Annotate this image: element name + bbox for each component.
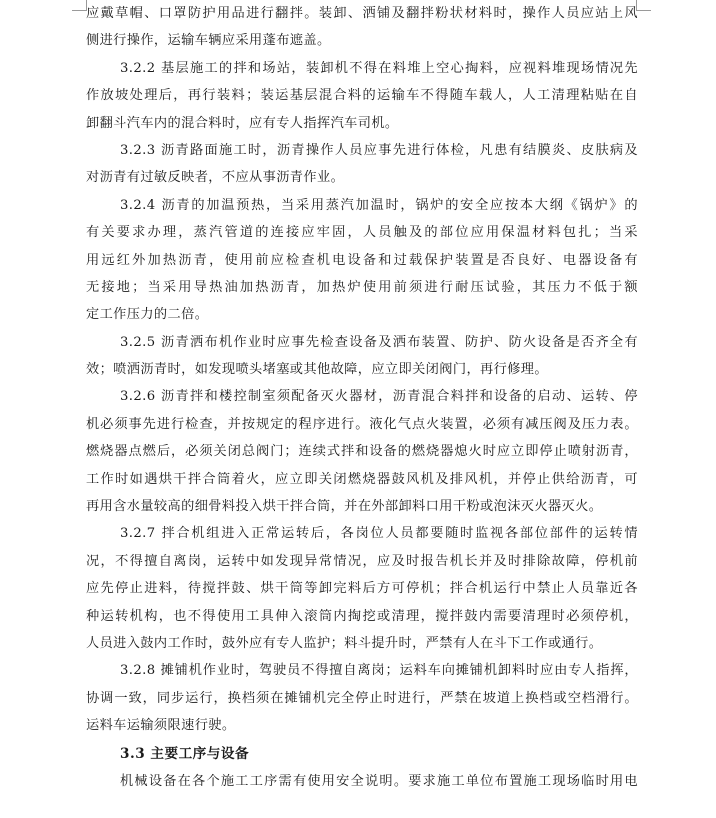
text-line: 3.2.6 沥青拌和楼控制室须配备灭火器材，沥青混合料拌和设备的启动、运转、停: [120, 389, 638, 405]
text-line: 人员进入鼓内工作时，鼓外应有专人监护；料斗提升时，严禁有人在斗下工作或通行。: [86, 635, 603, 651]
paragraph: [86, 0, 638, 55]
text-line: 工作时如遇烘干拌合筒着火，应立即关闭燃烧器鼓风机及排风机，并停止供给沥青，可: [86, 471, 638, 487]
text-line: 机必须事先进行检查，并按规定的程序进行。液化气点火装置，必须有减压阀及压力表。: [86, 416, 638, 432]
text-line: 对沥青有过敏反映者，不应从事沥青作业。: [86, 170, 345, 186]
text-line: 定工作压力的二倍。: [86, 307, 209, 323]
text-line: 卸翻斗汽车内的混合料时，应有专人指挥汽车司机。: [86, 115, 399, 131]
page-corner-mark-right: [636, 0, 651, 11]
text-line: 况，不得擅自离岗，运转中如发现异常情况，应及时报告机长并及时排除故障，停机前: [86, 553, 638, 569]
text-line: 3.2.8 摊铺机作业时，驾驶员不得擅自离岗；运料车向摊铺机卸料时应由专人指挥，: [120, 663, 638, 679]
text-line: 3.2.4 沥青的加温预热，当采用蒸汽加温时，锅炉的安全应按本大纲《锅炉》的: [120, 197, 638, 213]
paragraph: [86, 137, 638, 192]
text-line: 种运转机构，也不得使用工具伸入滚筒内掏挖或清理，搅拌鼓内需要清理时必须停机，: [86, 608, 638, 624]
text-line: 3.2.2 基层施工的拌和场站，装卸机不得在料堆上空心掏料，应视料堆现场情况先: [120, 60, 638, 76]
paragraph: [86, 192, 638, 329]
paragraph: [86, 55, 638, 137]
text-line: 协调一致，同步运行，换档须在摊铺机完全停止时进行，严禁在坡道上换档或空档滑行。: [86, 690, 638, 706]
text-line: 3.2.5 沥青洒布机作业时应事先检查设备及洒布装置、防护、防火设备是否齐全有: [120, 334, 638, 350]
text-line: 3.2.3 沥青路面施工时，沥青操作人员应事先进行体检，凡患有结膜炎、皮肤病及: [120, 142, 638, 158]
text-line: 再用含水量较高的细骨料投入烘干拌合筒，并在外部卸料口用干粉或泡沫灭火器灭火。: [86, 499, 603, 515]
paragraph: [86, 520, 638, 657]
section-heading: 3.3 主要工序与设备: [120, 745, 250, 762]
text-line: 用远红外加热沥青，使用前应检查机电设备和过载保护装置是否良好、电器设备有: [86, 252, 638, 268]
text-line: 3.2.7 拌合机组进入正常运转后，各岗位人员都要随时监视各部位部件的运转情: [120, 526, 638, 542]
text-line: 应先停止进料，待搅拌鼓、烘干筒等卸完料后方可停机；拌合机运行中禁止人员靠近各: [86, 581, 638, 597]
text-line: 有关要求办理，蒸汽管道的连接应牢固，人员触及的部位应用保温材料包扎；当采: [86, 225, 638, 241]
paragraph: [86, 329, 638, 384]
page-corner-mark-left: [72, 0, 87, 11]
text-line: 侧进行操作，运输车辆应采用蓬布遮盖。: [86, 33, 331, 49]
text-line: 机械设备在各个施工工序需有使用安全说明。要求施工单位布置施工现场临时用电: [120, 773, 638, 789]
text-line: 无接地；当采用导热油加热沥青，加热炉使用前须进行耐压试验，其压力不低于额: [86, 279, 638, 295]
text-line: 效；喷洒沥青时，如发现喷头堵塞或其他故障，应立即关闭阀门，再行修理。: [86, 362, 548, 378]
paragraph: [86, 657, 638, 739]
document-body: [86, 0, 638, 795]
text-line: 作放坡处理后，再行装料；装运基层混合料的运输车不得随车载人，人工清理粘贴在自: [86, 88, 638, 104]
text-line: 燃烧器点燃后，必须关闭总阀门；连续式拌和设备的燃烧器熄火时应立即停止喷射沥青，: [86, 444, 638, 460]
text-line: 应戴草帽、口罩防护用品进行翻拌。装卸、洒铺及翻拌粉状材料时，操作人员应站上风: [86, 6, 638, 21]
text-line: 运料车运输须限速行驶。: [86, 718, 236, 734]
paragraph: [86, 383, 638, 520]
paragraph: [86, 768, 638, 795]
